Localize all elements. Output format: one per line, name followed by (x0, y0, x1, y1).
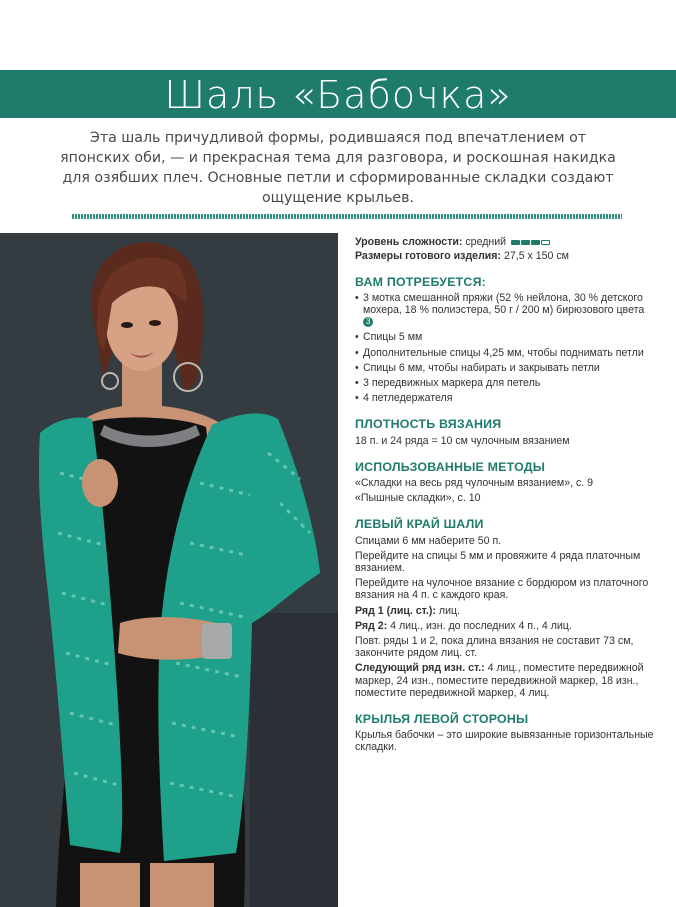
materials-heading: ВАМ ПОТРЕБУЕТСЯ: (355, 274, 487, 289)
left-leg (80, 863, 140, 907)
left-edge-step: Перейдите на чулочное вязание с бордюром из платочного вязания на 4 п. с каждого края. (355, 577, 649, 602)
difficulty-level-icon (511, 236, 551, 248)
photo-chair (250, 613, 338, 907)
decorative-divider (72, 214, 622, 219)
methods-item: «Складки на весь ряд чулочным вязанием», с. 9 (355, 476, 594, 489)
model-photo (0, 233, 338, 907)
materials-item: • 3 передвижных маркера для петель (355, 377, 655, 389)
right-eye (149, 320, 161, 326)
size-value: 27,5 х 150 см (503, 250, 569, 263)
next-row-instruction: Следующий ряд изн. ст.: 4 лиц., поместите передвижной маркер, 24 изн., поместите передвижной маркер, 18 изн., поместите передвижной маркер, 4 лиц. (355, 662, 644, 699)
wings-text: Крылья бабочки – это широкие вывязанные горизонтальные складки. (355, 729, 654, 754)
row-2-instruction: Ряд 2: 4 лиц., изн. до последних 4 п., 4 лиц. (355, 619, 572, 632)
wings-heading: КРЫЛЬЯ ЛЕВОЙ СТОРОНЫ (355, 711, 529, 726)
difficulty-value: средний (465, 236, 507, 248)
left-edge-step: Спицами 6 мм наберите 50 п. (355, 534, 502, 547)
size-line (355, 250, 655, 262)
difficulty-label: Уровень сложности: (355, 236, 463, 248)
intro-paragraph: Эта шаль причудливой формы, родившаяся под впечатлением от японских оби, — и прекрасная тема для разговора, и роскошная накидка для озябших плеч. Основные петли и сформированные складки создают ощущение крыльев. (60, 130, 616, 206)
left-edge-step: Повт. ряды 1 и 2, пока длина вязания не составит 73 см, закончите рядом лиц. ст. (355, 634, 634, 660)
materials-item: • Спицы 5 мм (355, 331, 655, 343)
materials-item: • 3 мотка смешанной пряжи (52 % нейлона, 30 % детского мохера, 18 % полиэстера, 50 г / 200 м) бирюзового цвета 3 (355, 292, 655, 329)
left-hand (82, 459, 118, 507)
pattern-column (355, 236, 655, 757)
methods-heading: ИСПОЛЬЗОВАННЫЕ МЕТОДЫ (355, 459, 546, 474)
difficulty-line (355, 236, 655, 248)
materials-item: • Спицы 6 мм, чтобы набирать и закрывать петли (355, 362, 655, 374)
left-edge-heading: ЛЕВЫЙ КРАЙ ШАЛИ (355, 517, 484, 532)
yarn-weight-icon: 3 (363, 317, 373, 327)
size-label: Размеры готового изделия: (355, 250, 502, 263)
materials-item: • Дополнительные спицы 4,25 мм, чтобы поднимать петли (355, 347, 655, 359)
page-title: Шаль «Бабочка» (0, 70, 676, 118)
gauge-heading: ПЛОТНОСТЬ ВЯЗАНИЯ (355, 417, 502, 432)
materials-list (355, 292, 655, 405)
gauge-text: 18 п. и 24 ряда = 10 см чулочным вязанием (355, 434, 570, 447)
left-edge-step: Перейдите на спицы 5 мм и провяжите 4 ряда платочным вязанием. (355, 549, 641, 574)
materials-item: • 4 петледержателя (355, 392, 655, 404)
row-1-instruction: Ряд 1 (лиц. ст.): лиц. (355, 604, 461, 617)
left-eye (121, 322, 133, 328)
model-illustration (0, 233, 338, 907)
bracelet (202, 623, 232, 659)
methods-item: «Пышные складки», с. 10 (355, 492, 481, 505)
right-leg (150, 863, 214, 907)
